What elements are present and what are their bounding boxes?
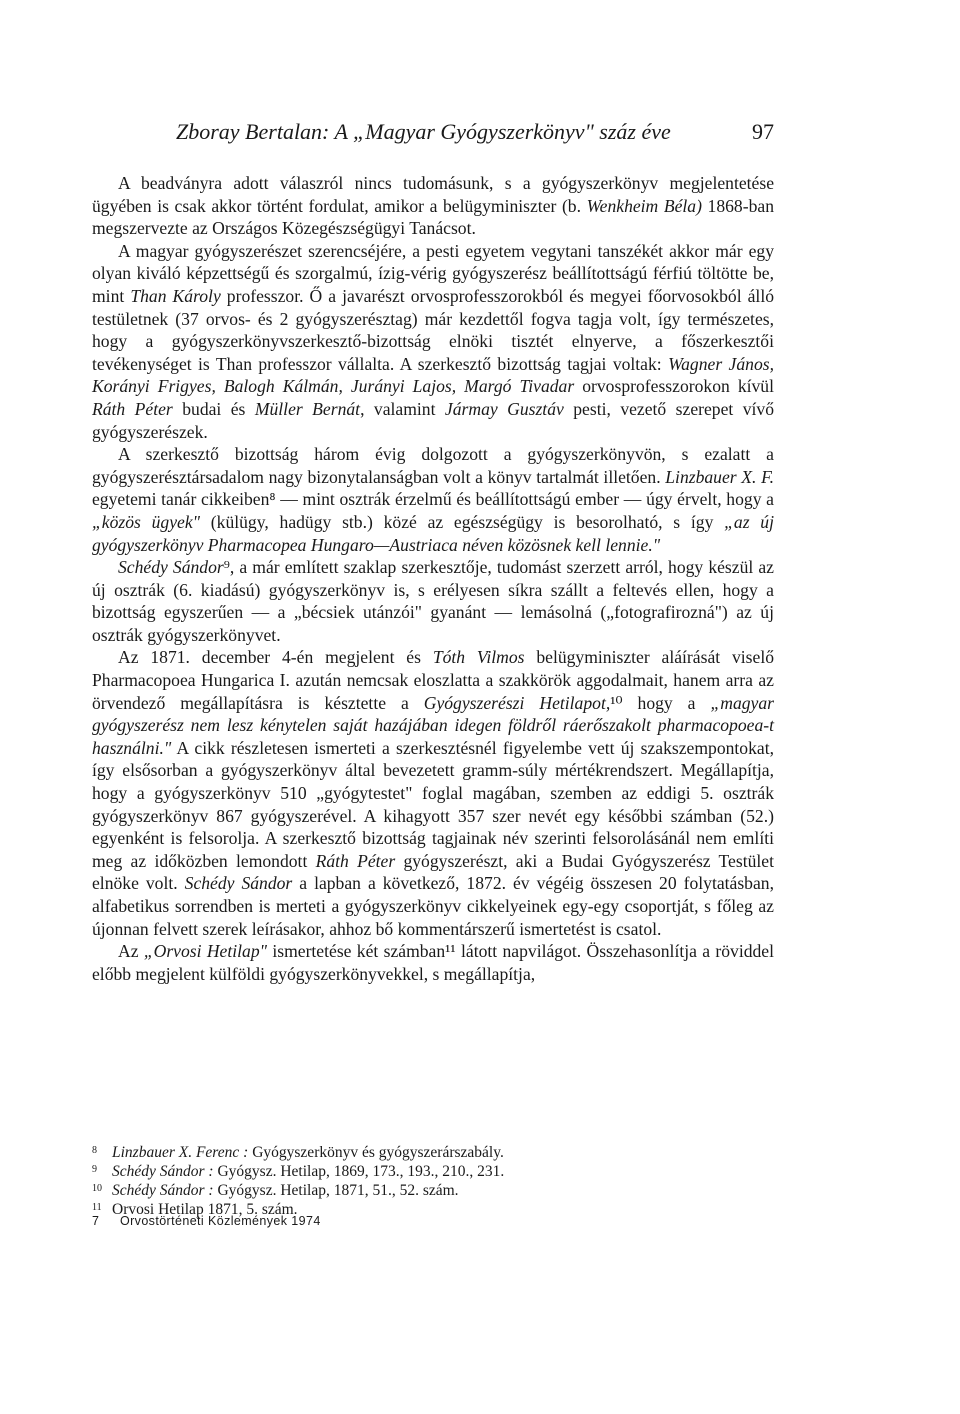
body-text [92, 172, 774, 985]
text-run: ⁹, a már említett szaklap szerkesztője, tudomást szerzett arról, hogy készül az új osztrák (6. kiadású) gyógyszerkönyv is, s erélyesen síkra szállt a feltevés ellen, hogy a bizottság egyszerűen — a „bécsiek utánzói" gyanánt — lemásolná („fotografirozná") az új osztrák gyógyszerkönyvet. [92, 557, 774, 645]
footnote-text: Orvosi Hetilap 1871, 5. szám. [112, 1201, 298, 1218]
footnote-10 [92, 1181, 774, 1200]
person-name: Müller Bernát [254, 398, 361, 419]
text-run: egyetemi tanár cikkeiben⁸ — mint osztrák érzelmű és beállítottságú ember — úgy érvelt, hogy a [92, 489, 774, 510]
person-name: Ráth Péter [92, 398, 173, 419]
text-run: gyógyszerészt, aki a Budai Gyógyszerész Testület elnöke volt. [92, 850, 774, 894]
text-run: A beadványra adott válaszról nincs tudomásunk, s a gyógyszerkönyv megjelentetése ügyében is csak akkor történt fordulat, amikor a belügyminiszter (b. [92, 173, 774, 216]
footnote-text: Gyógysz. Hetilap, 1871, 51., 52. szám. [213, 1182, 459, 1199]
paragraph-6 [92, 940, 774, 985]
footnote-9 [92, 1162, 774, 1181]
signature-mark: 7 [92, 1214, 100, 1228]
text-run: , valamint [360, 398, 445, 419]
page-footer [92, 1214, 774, 1228]
footnote-mark: 8 [92, 1145, 97, 1156]
quote: „az új gyógyszerkönyv Pharmacopea Hungaro—Austriaca néven közösnek kell lennie." [92, 511, 774, 555]
text-run: pesti, vezető szerepet vívő gyógyszerészek. [92, 398, 775, 442]
text-run: budai és [172, 398, 255, 419]
paragraph-5 [92, 646, 774, 940]
person-name: Than Károly [130, 285, 221, 306]
text-run: Az [118, 941, 144, 962]
person-name: Linzbauer X. F. [665, 466, 774, 487]
person-name: Tóth Vilmos [432, 647, 525, 668]
text-run: a lapban a következő, 1872. év végéig összesen 20 folytatásban, alfabetikus sorrendben is merteti a gyógyszerkönyv cikkelyeinek egy-egy csoportját, s főleg az újonnan felvett szerek leírásakor, ahhoz bő kommentárszerű ismertetést is csatol. [92, 873, 774, 939]
footnote-8 [92, 1143, 774, 1162]
paragraph-2 [92, 240, 774, 443]
person-name: Schédy Sándor [118, 557, 224, 578]
text-run: A magyar gyógyszerészet szerencséjére, a pesti egyetem vegytani tanszékét akkor már egy olyan kiváló képzettségű és szorgalmú, ízig-vérig gyógyszerész beállítottságú férfiú töltötte be, mint [92, 240, 774, 306]
text-run: 1868-ban megszervezte az Országos Közegészségügyi Tanácsot. [92, 195, 774, 239]
paragraph-3 [92, 443, 774, 556]
footnote-author: Linzbauer X. Ferenc : [112, 1144, 249, 1161]
footnotes [92, 1143, 774, 1219]
person-name: Schédy Sándor [184, 873, 293, 894]
footnote-mark: 11 [92, 1202, 102, 1213]
journal-footer: Orvostörténeti Közlemények 1974 [120, 1214, 321, 1228]
footnote-text: Gyógyszerkönyv és gyógyszerárszabály. [248, 1144, 504, 1161]
text-run: orvosprofesszorokon kívül [574, 376, 774, 397]
page-number: 97 [752, 119, 774, 144]
text-run: belügyminiszter aláírását viselő Pharmacopoea Hungarica I. azután nemcsak eloszlatta a szakkörök aggodalmait, hanem arra az örvendező megállapításra is késztette a [92, 647, 775, 713]
quote: „magyar gyógyszerész nem lesz kénytelen saját hazájában idegen földről ráerőszakolt pharmacopoea-t használni." [92, 692, 774, 758]
running-title: Zboray Bertalan: A „Magyar Gyógyszerkönyv" száz éve [176, 119, 671, 144]
person-name: Wenkheim Béla) [586, 195, 702, 216]
text-run: A cikk részletesen ismerteti a szerkesztésnél figyelembe vett új szakszempontokat, így elsősorban a gyógyszerkönyv által bevezetett gramm-súly mértékrendszert. Megállapítja, hogy a gyógyszerkönyv 510 „gyógytestet" foglal magában, szemben az eddigi 5. osztrák gyógyszerkönyv 867 gyógyszerével. A kihagyott 357 szer nevét egy későbbi számban (52.) egyenként is felsorolja. A szerkesztő bizottság tagjainak név szerinti felsorolásánál nem említi meg az időközben lemondott [92, 737, 774, 871]
text-run: ismertetése két számban¹¹ látott napvilágot. Összehasonlítja a röviddel előbb megjelent külföldi gyógyszerkönyvekkel, s megállapítja, [92, 941, 774, 984]
footnote-author: Schédy Sándor : [112, 1163, 214, 1180]
footnote-text: Gyógysz. Hetilap, 1869, 173., 193., 210., 231. [213, 1163, 505, 1180]
person-names: Wagner János, Korányi Frigyes, Balogh Kálmán, Jurányi Lajos, Margó Tivadar [92, 353, 774, 397]
quote: „közös ügyek" [92, 511, 201, 532]
text-run: professzor. Ő a javarészt orvosprofesszorokból és megyei főorvosokból álló testületnek (37 orvos- és 2 gyógyszerésztag) már kezdettől fogva tagja volt, így természetes, hogy a gyógyszerkönyvszerkesztő-bizottság elnöki tisztét elnyerve, a főszerkesztői tevékenységet is Than professzor vállalta. A szerkesztő bizottság tagjai voltak: [92, 285, 775, 374]
journal-name: Gyógyszerészi Hetilapot, [423, 692, 611, 713]
person-name: Ráth Péter [315, 850, 396, 871]
text-run: A szerkesztő bizottság három évig dolgozott a gyógyszerkönyvön, s ezalatt a gyógyszerésztársadalom nagy bizonytalanságban volt a könyv tartalmát illetően. [92, 444, 774, 487]
paragraph-4 [92, 556, 774, 646]
journal-name: „Orvosi Hetilap" [143, 941, 268, 962]
person-name: Jármay Gusztáv [444, 398, 564, 419]
text-run: ¹⁰ hogy a [610, 692, 711, 713]
footnote-mark: 10 [92, 1183, 102, 1194]
footnote-mark: 9 [92, 1164, 97, 1175]
text-run: (külügy, hadügy stb.) közé az egészségügy is besorolható, s így [200, 511, 725, 532]
text-run: Az 1871. december 4-én megjelent és [118, 647, 433, 668]
paragraph-1 [92, 172, 774, 240]
footnote-author: Schédy Sándor : [112, 1182, 214, 1199]
